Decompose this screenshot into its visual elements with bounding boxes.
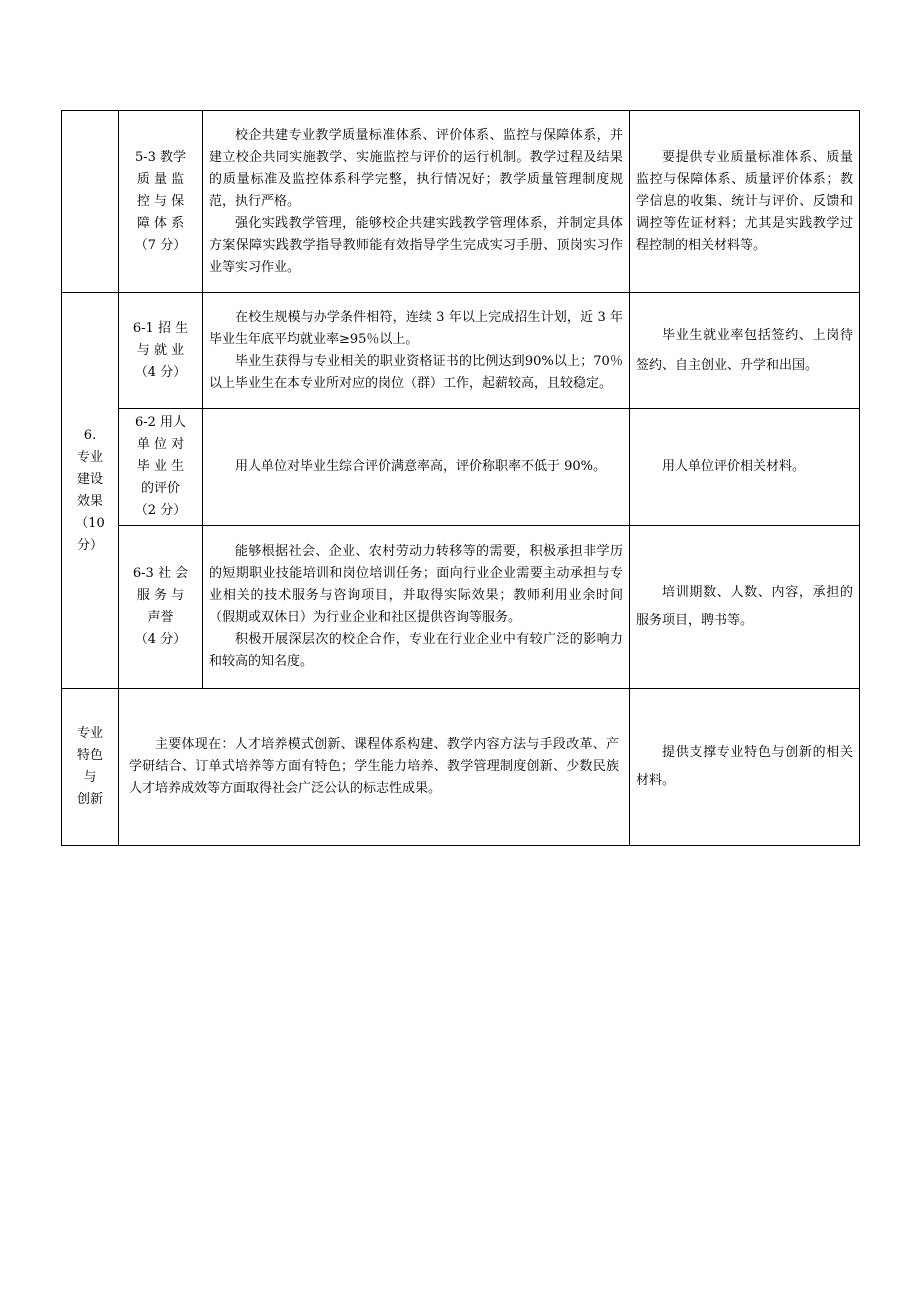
table-row <box>62 409 860 526</box>
category-cell-feature: 专业 特色 与 创新 <box>62 689 119 846</box>
material-cell-6-3: 培训期数、人数、内容，承担的服务项目，聘书等。 <box>630 526 860 689</box>
item-cell-6-3: 6-3 社 会 服 务 与 声誉 （4 分） <box>119 526 203 689</box>
material-cell-6-1: 毕业生就业率包括签约、上岗待签约、自主创业、升学和出国。 <box>630 293 860 409</box>
table-row <box>62 689 860 846</box>
table-row <box>62 111 860 293</box>
table-row <box>62 526 860 689</box>
item-cell-6-2: 6-2 用人 单 位 对 毕 业 生 的评价 （2 分） <box>119 409 203 526</box>
category-cell-6: 6. 专业 建设 效果 （10 分） <box>62 293 119 689</box>
evaluation-table <box>61 110 860 846</box>
table-row <box>62 293 860 409</box>
category-cell-5 <box>62 111 119 293</box>
item-cell-6-1: 6-1 招 生 与 就 业 （4 分） <box>119 293 203 409</box>
standard-cell-5-3: 校企共建专业教学质量标准体系、评价体系、监控与保障体系，并建立校企共同实施教学、实施监控与评价的运行机制。教学过程及结果的质量标准及监控体系科学完整，执行情况好；教学质量管理制度规范，执行严格。 强化实践教学管理，能够校企共建实践教学管理体系，并制定具体方案保障实践教学指导教师能有效指导学生完成实习手册、顶岗实习作业等实习作业。 <box>203 111 630 293</box>
standard-cell-6-1: 在校生规模与办学条件相符，连续 3 年以上完成招生计划，近 3 年毕业生年底平均就业率≥95％以上。 毕业生获得与专业相关的职业资格证书的比例达到90%以上；70％以上毕业生在本专业所对应的岗位（群）工作，起薪较高，且较稳定。 <box>203 293 630 409</box>
standard-cell-feature: 主要体现在：人才培养模式创新、课程体系构建、教学内容方法与手段改革、产学研结合、订单式培养等方面有特色；学生能力培养、教学管理制度创新、少数民族人才培养成效等方面取得社会广泛公认的标志性成果。 <box>119 689 630 846</box>
standard-cell-6-2: 用人单位对毕业生综合评价满意率高，评价称职率不低于 90%。 <box>203 409 630 526</box>
item-cell-5-3: 5-3 教学 质 量 监 控 与 保 障 体 系 （7 分） <box>119 111 203 293</box>
material-cell-feature: 提供支撑专业特色与创新的相关材料。 <box>630 689 860 846</box>
material-cell-5-3: 要提供专业质量标准体系、质量监控与保障体系、质量评价体系；教学信息的收集、统计与评价、反馈和调控等佐证材料；尤其是实践教学过程控制的相关材料等。 <box>630 111 860 293</box>
standard-cell-6-3: 能够根据社会、企业、农村劳动力转移等的需要，积极承担非学历的短期职业技能培训和岗位培训任务；面向行业企业需要主动承担与专业相关的技术服务与咨询项目，并取得实际效果；教师利用业余时间（假期或双休日）为行业企业和社区提供咨询等服务。 积极开展深层次的校企合作，专业在行业企业中有较广泛的影响力和较高的知名度。 <box>203 526 630 689</box>
material-cell-6-2: 用人单位评价相关材料。 <box>630 409 860 526</box>
